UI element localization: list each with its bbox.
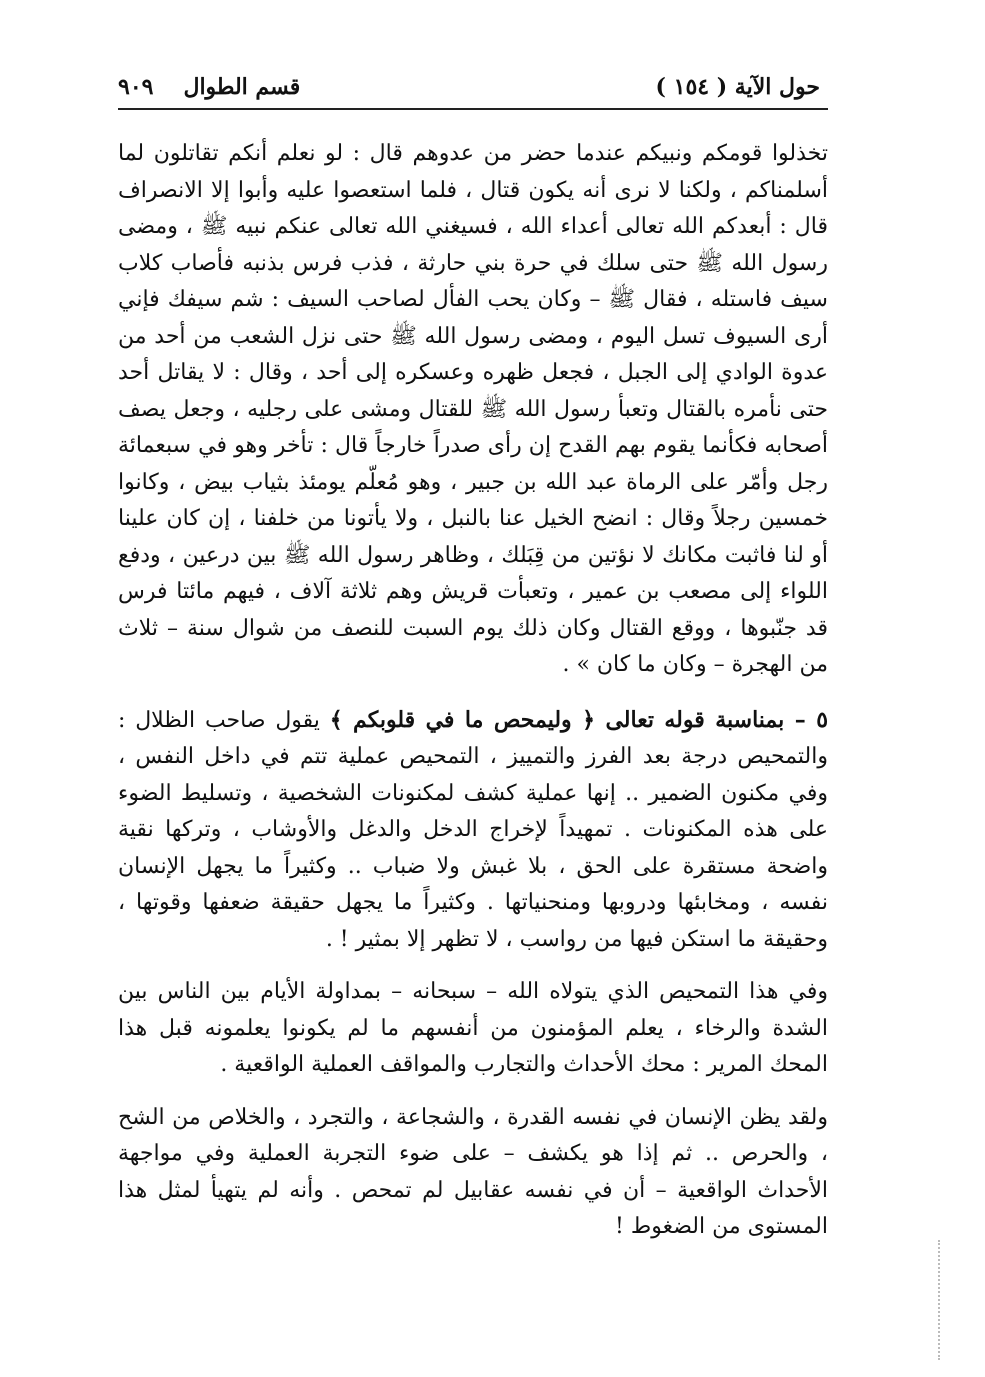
paragraph-2 [118,702,828,959]
scan-margin-marks [938,1240,954,1360]
paragraph-1: تخذلوا قومكم ونبيكم عندما حضر من عدوهم قال : لو نعلم أنكم تقاتلون لما أسلمناكم ، ولكنا لا نرى أنه يكون قتال ، فلما استعصوا عليه وأبوا إلا الانصراف قال : أبعدكم الله تعالى أعداء الله ، فسيغني الله تعالى عنكم نبيه ﷺ ، ومضى رسول الله ﷺ حتى سلك في حرة بني حارثة ، فذب فرس بذنبه فأصاب كلاب سيف فاستله ، فقال ﷺ – وكان يحب الفأل لصاحب السيف : شم سيفك فإني أرى السيوف تسل اليوم ، ومضى رسول الله ﷺ حتى نزل الشعب من أحد من عدوة الوادي إلى الجبل ، فجعل ظهره وعسكره إلى أحد ، وقال : لا يقاتل أحد حتى نأمره بالقتال وتعبأ رسول الله ﷺ للقتال ومشى على رجليه ، وجعل يصف أصحابه فكأنما يقوم بهم القدح إن رأى صدراً خارجاً قال : تأخر وهو في سبعمائة رجل وأمّر على الرماة عبد الله بن جبير ، وهو مُعلّم يومئذ بثياب بيض ، وكانوا خمسين رجلاً وقال : انضح الخيل عنا بالنبل ، ولا يأتونا من خلفنا ، إن كان علينا أو لنا فاثبت مكانك لا نؤتين من قِبَلك ، وظاهر رسول الله ﷺ بين درعين ، ودفع اللواء إلى مصعب بن عمير ، وتعبأت قريش وهم ثلاثة آلاف ، فيهم مائتا فرس قد جنّبوها ، ووقع القتال وكان ذلك يوم السبت للنصف من شوال سنة – ثلاث من الهجرة – وكان ما كان » . [118,141,828,677]
paragraph-2-text: يقول صاحب الظلال : والتمحيص درجة بعد الفرز والتمييز ، التمحيص عملية تتم في داخل النفس ، وفي مكنون الضمير .. إنها عملية كشف لمكنونات الشخصية ، وتسليط الضوء على هذه المكنونات . تمهيداً لإخراج الدخل والدغل والأوشاب ، وتركها نقية واضحة مستقرة على الحق ، بلا غبش ولا ضباب .. وكثيراً ما يجهل الإنسان نفسه ، ومخابئها ودروبها ومنحنياتها . وكثيراً ما يجهل حقيقة ضعفها وقوتها ، وحقيقة ما استكن فيها من رواسب ، لا تظهر إلا بمثير ! . [118,707,828,952]
header-left-group [118,74,300,100]
paragraph-3: وفي هذا التمحيص الذي يتولاه الله – سبحانه – بمداولة الأيام بين الناس بين الشدة والرخاء ، يعلم المؤمنون من أنفسهم ما لم يكونوا يعلمونه قبل هذا المحك المرير : محك الأحداث والتجارب والمواقف العملية الواقعية . [118,979,828,1077]
section-title: قسم الطوال [183,74,301,100]
paragraph-4: ولقد يظن الإنسان في نفسه القدرة ، والشجاعة ، والتجرد ، والخلاص من الشح ، والحرص .. ثم إذا هو يكشف – على ضوء التجربة العملية وفي مواجهة الأحداث الواقعية – أن في نفسه عقابيل لم تمحص . وأنه لم يتهيأ لمثل هذا المستوى من الضغوط ! [118,1104,828,1239]
page-number: ٩٠٩ [118,74,154,100]
page-body [118,136,828,1246]
header-divider [118,108,828,110]
page-header [118,72,828,106]
paragraph-2-heading: ٥ – بمناسبة قوله تعالى ﴿ وليمحص ما في قلوبكم ﴾ [329,706,829,733]
chapter-title: حول الآية ( ١٥٤ ) [655,74,820,100]
